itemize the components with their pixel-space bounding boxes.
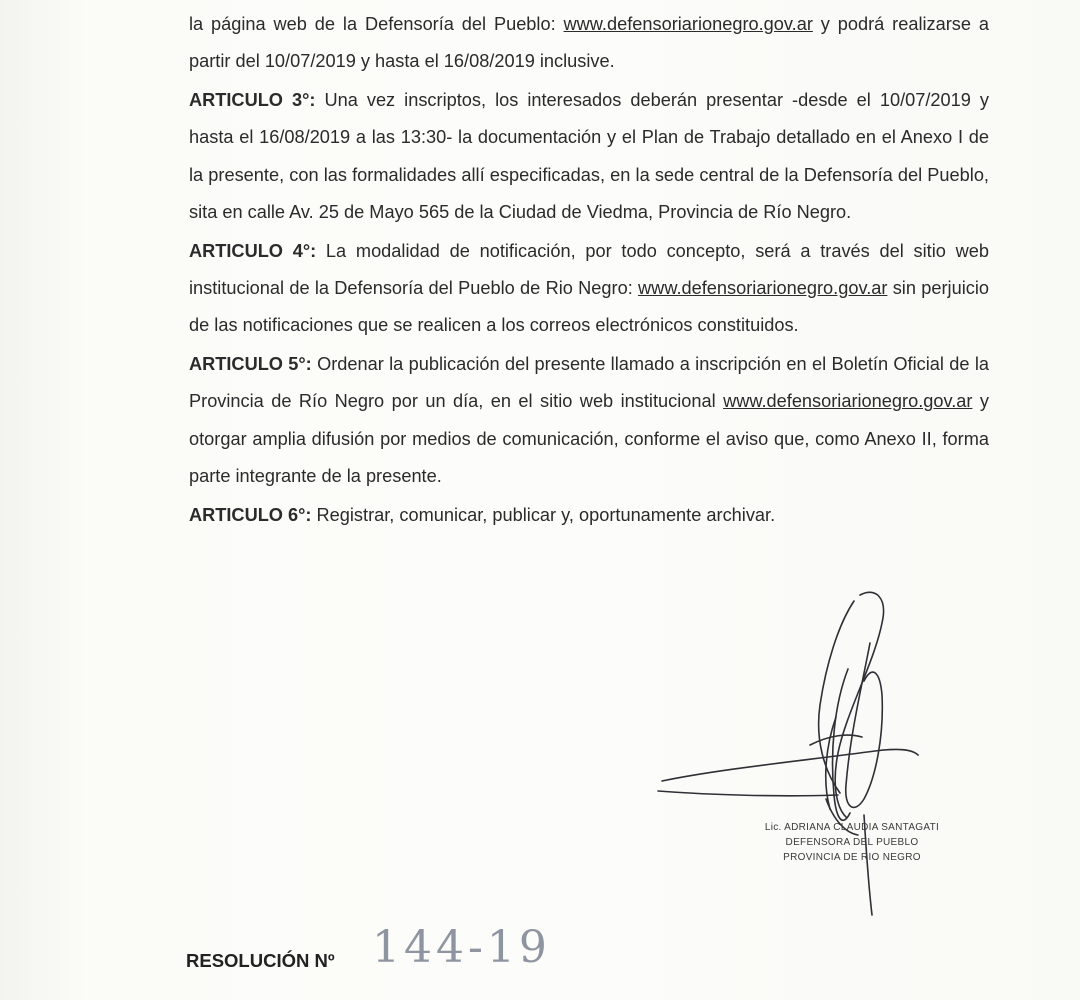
article-3 <box>189 82 989 231</box>
signatory-block <box>752 820 952 865</box>
article-4 <box>189 233 989 345</box>
resolution-label: RESOLUCIÓN Nº <box>186 950 335 971</box>
resolution-number-stamp: 144-19 <box>372 922 551 973</box>
document-body <box>189 6 989 536</box>
website-link[interactable]: www.defensoriarionegro.gov.ar <box>638 278 888 299</box>
article-4-text: La modalidad de notificación, por todo concepto, será a través del sitio web institucional de la Defensoría del Pueblo de Rio Negro: <box>189 240 989 299</box>
signatory-name: Lic. ADRIANA CLAUDIA SANTAGATI <box>764 822 940 833</box>
article-5-text: Ordenar la publicación del presente llamado a inscripción en el Boletín Oficial de la Provincia de Río Negro por un día, en el sitio web institucional <box>189 354 989 412</box>
article-6 <box>189 497 989 534</box>
paragraph-text: y podrá realizarse a partir del 10/07/2019 y hasta el 16/08/2019 inclusive. <box>189 14 989 72</box>
article-5-text-after: y otorgar amplia difusión por medios de comunicación, conforme el aviso que, como Anexo II, forma parte integrante de la presente. <box>189 391 989 487</box>
website-link[interactable]: www.defensoriarionegro.gov.ar <box>563 14 813 34</box>
paragraph-text: la página web de la Defensoría del Pueblo: <box>189 14 564 34</box>
article-3-text: Una vez inscriptos, los interesados deberán presentar -desde el 10/07/2019 y hasta el 16/08/2019 a las 13:30- la documentación y el Plan de Trabajo detallado en el Anexo I de la presente, con las formalidades allí especificadas, en la sede central de la Defensoría del Pueblo, sita en calle Av. 25 de Mayo 565 de la Ciudad de Viedma, Provincia de Río Negro. <box>189 90 989 222</box>
article-4-text-after: sin perjuicio de las notificaciones que se realicen a los correos electrónicos constituidos. <box>189 278 989 336</box>
article-4-label: ARTICULO 4°: <box>189 240 317 261</box>
handwritten-signature <box>650 585 950 925</box>
article-3-label: ARTICULO 3°: <box>189 90 316 111</box>
paragraph-registration <box>189 6 989 81</box>
signatory-title: DEFENSORA DEL PUEBLO <box>785 837 919 848</box>
website-link[interactable]: www.defensoriarionegro.gov.ar <box>723 391 973 412</box>
signatory-province: PROVINCIA DE RIO NEGRO <box>783 852 921 863</box>
article-6-label: ARTICULO 6°: <box>189 504 312 525</box>
article-5-label: ARTICULO 5°: <box>189 354 312 375</box>
article-5 <box>189 346 989 495</box>
article-6-text: Registrar, comunicar, publicar y, oportunamente archivar. <box>311 504 776 525</box>
